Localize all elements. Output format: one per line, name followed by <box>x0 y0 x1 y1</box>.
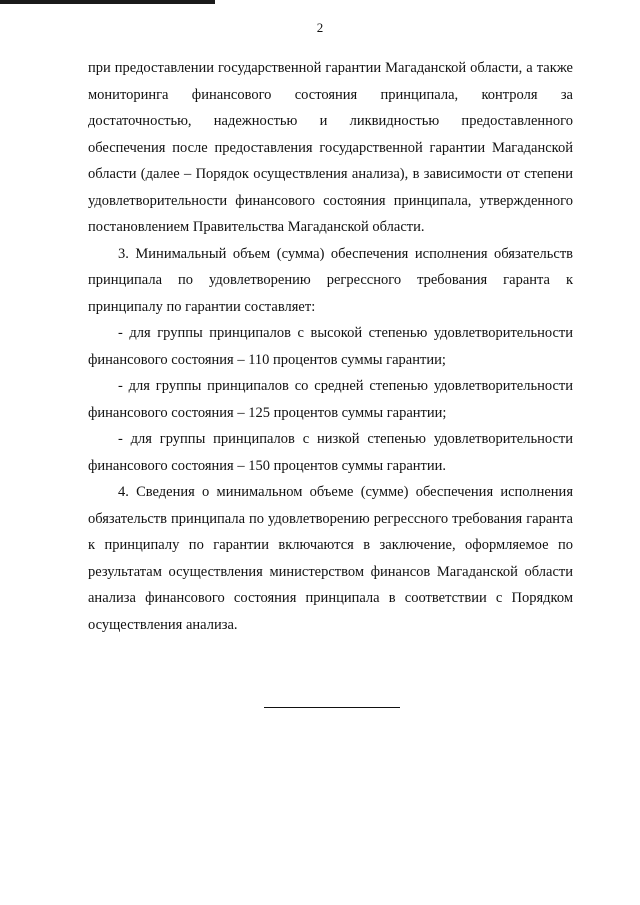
page-number: 2 <box>316 20 324 35</box>
end-of-document-rule <box>264 707 400 708</box>
paragraph-continuation: при предоставлении государственной гарантии Магаданской области, а также мониторинга финансового состояния принципала, контроля за достаточностью, надежностью и ликвидностью предоставленного обеспечения после предоставления государственной гарантии Магаданской области (далее – Порядок осуществления анализа), в зависимости от степени удовлетворительности финансового состояния принципала, утвержденного постановлением Правительства Магаданской области. <box>88 60 573 235</box>
list-item-medium-group: - для группы принципалов со средней степенью удовлетворительности финансового состояния – 125 процентов суммы гарантии; <box>88 378 573 421</box>
paragraph-item-3: 3. Минимальный объем (сумма) обеспечения исполнения обязательств принципала по удовлетворению регрессного требования гаранта к принципалу по гарантии составляет: <box>88 245 573 315</box>
list-item-high-group: - для группы принципалов с высокой степенью удовлетворительности финансового состояния – 110 процентов суммы гарантии; <box>88 325 573 368</box>
list-item-low-group: - для группы принципалов с низкой степенью удовлетворительности финансового состояния – 150 процентов суммы гарантии. <box>88 431 573 474</box>
scan-edge-mark <box>0 0 215 4</box>
document-body <box>88 55 573 638</box>
paragraph-item-4: 4. Сведения о минимальном объеме (сумме) обеспечения исполнения обязательств принципала по удовлетворению регрессного требования гаранта к принципалу по гарантии включаются в заключение, оформляемое по результатам осуществления министерством финансов Магаданской области анализа финансового состояния принципала в соответствии с Порядком осуществления анализа. <box>88 484 573 633</box>
